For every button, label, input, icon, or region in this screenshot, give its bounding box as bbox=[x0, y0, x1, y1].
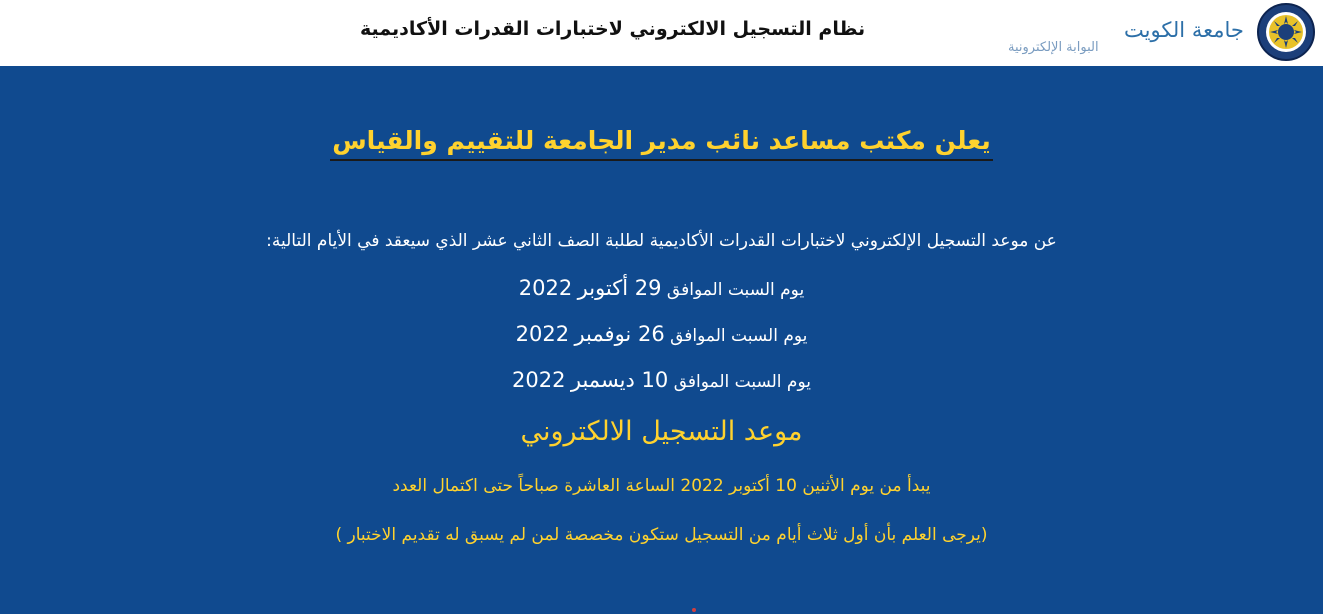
university-name[interactable]: جامعة الكويت bbox=[1124, 18, 1244, 42]
exam-date-label: يوم السبت الموافق bbox=[670, 326, 808, 346]
exam-date-3 bbox=[0, 368, 1323, 392]
announcement-text: يعلن مكتب مساعد نائب مدير الجامعة للتقييم والقياس bbox=[330, 126, 993, 161]
kuwait-university-seal-icon[interactable] bbox=[1255, 2, 1317, 62]
exam-date-day: 29 أكتوبر bbox=[577, 276, 662, 300]
exam-date-year: 2022 bbox=[512, 368, 566, 392]
announcement-heading bbox=[0, 126, 1323, 155]
top-header bbox=[0, 0, 1323, 66]
intro-text: عن موعد التسجيل الإلكتروني لاختبارات القدرات الأكاديمية لطلبة الصف الثاني عشر الذي سيعقد في الأيام التالية: bbox=[266, 231, 1057, 251]
registration-start-text: يبدأ من يوم الأثنين 10 أكتوبر 2022 الساعة العاشرة صباحاً حتى اكتمال العدد bbox=[392, 476, 931, 496]
exam-date-year: 2022 bbox=[515, 322, 570, 346]
portal-subtitle: البوابة الإلكترونية bbox=[1008, 40, 1099, 55]
registration-title: موعد التسجيل الالكتروني bbox=[520, 416, 803, 447]
exam-date-1 bbox=[0, 276, 1323, 300]
exam-date-year: 2022 bbox=[518, 276, 573, 300]
exam-date-label: يوم السبت الموافق bbox=[666, 280, 805, 300]
announcement-panel bbox=[0, 66, 1323, 614]
registration-note: (يرجى العلم بأن أول ثلاث أيام من التسجيل ستكون مخصصة لمن لم يسبق له تقديم الاختبار ) bbox=[335, 525, 988, 545]
exam-date-day: 26 نوفمبر bbox=[574, 322, 665, 346]
exam-date-2 bbox=[0, 322, 1323, 346]
exam-date-label: يوم السبت الموافق bbox=[673, 372, 811, 392]
cursor-dot bbox=[692, 608, 696, 612]
page-title: نظام التسجيل الالكتروني لاختبارات القدرات الأكاديمية bbox=[360, 18, 866, 40]
exam-date-day: 10 ديسمبر bbox=[570, 368, 669, 392]
